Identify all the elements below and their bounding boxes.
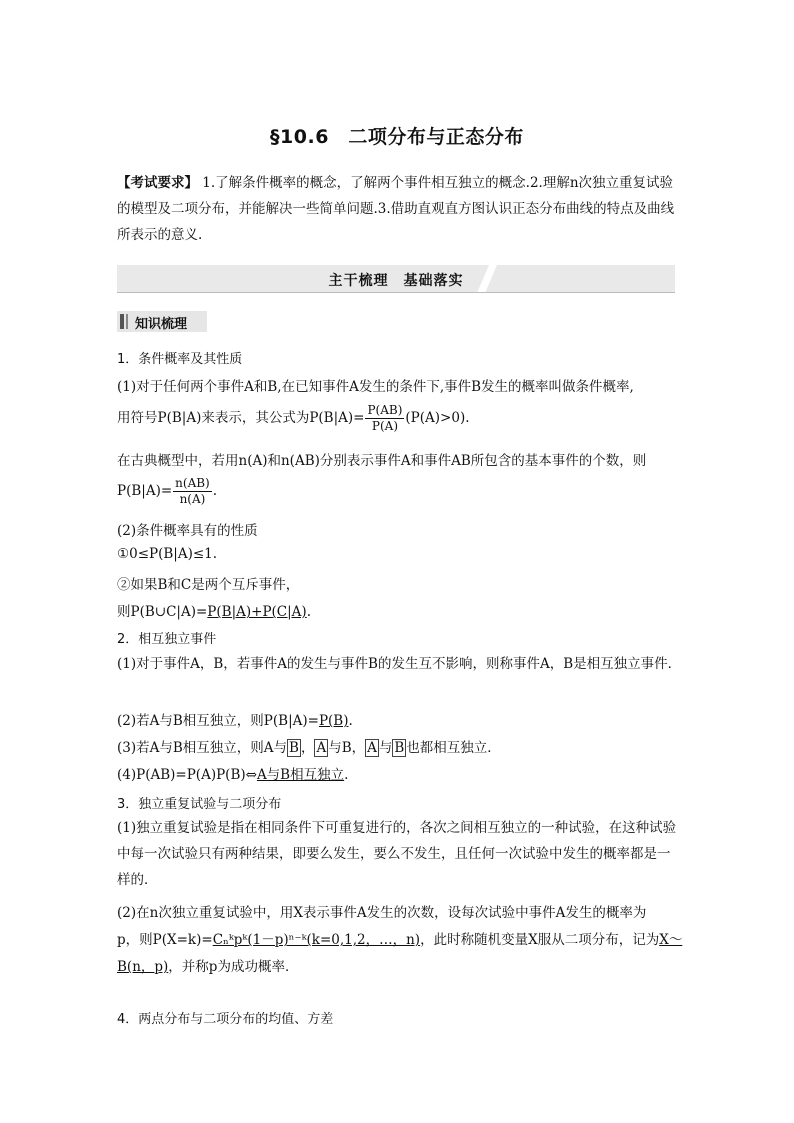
- s1-p5: ②如果B和C是两个互斥事件，: [117, 577, 300, 593]
- s1-p1a: (1)对于任何两个事件A和B,在已知事件A发生的条件下,事件B发生的概率叫做条件概率,: [117, 379, 634, 395]
- s2-p3-b2: B: [394, 740, 405, 756]
- s3-heading: 3．独立重复试验与二项分布: [117, 797, 282, 812]
- exam-requirements: [117, 170, 677, 248]
- s2-p3-b1: B: [289, 740, 299, 756]
- s2-p4: [117, 763, 682, 783]
- s1-formula-fraction: [365, 403, 404, 434]
- s1-p1b-pre: 用符号P(B|A)来表示，其公式为P(B|A)=: [117, 410, 365, 426]
- s2-p3-a1: A: [316, 740, 327, 756]
- s3-p2b-mid: ，此时称随机变量X服从二项分布，记为: [420, 932, 660, 948]
- subhead-bar-thin-icon: [126, 314, 128, 329]
- page-title: §10.6 二项分布与正态分布: [270, 126, 524, 148]
- s1-p2b: [117, 476, 682, 507]
- s1-p3: (2)条件概率具有的性质: [117, 523, 258, 539]
- subhead-bar-icon: [120, 314, 124, 329]
- s2-p4-post: .: [344, 767, 349, 783]
- s3-p2b-formula: Cₙᵏpᵏ(1－p)ⁿ⁻ᵏ(k=0,1,2，…，n): [212, 932, 421, 948]
- s1-p1b: [117, 403, 682, 434]
- s2-p2-post: .: [348, 713, 353, 729]
- s2-p1: (1)对于事件A，B，若事件A的发生与事件B的发生互不影响，则称事件A，B是相互独立事件．: [117, 656, 682, 672]
- s1-p6-pre: 则P(B∪C|A)=: [117, 604, 208, 620]
- s2-p2: [117, 709, 682, 729]
- s1-p2b-pre: P(B|A)=: [117, 483, 173, 499]
- s2-p2-pre: (2)若A与B相互独立，则P(B|A)=: [117, 713, 319, 729]
- s3-p2c-post: ，并称p为成功概率．: [168, 959, 299, 975]
- knowledge-subhead: [117, 311, 207, 332]
- s1-p4: ①0≤P(B|A)≤1.: [117, 546, 218, 562]
- s1-heading: 1．条件概率及其性质: [117, 352, 243, 367]
- s1-classic-fraction: [173, 476, 212, 507]
- subhead-label: 知识梳理: [135, 317, 188, 332]
- s1-frac-den: P(A): [371, 419, 398, 433]
- s1-p2b-post: .: [212, 483, 218, 499]
- s3-p2b-pre: p，则P(X=k)=: [117, 932, 213, 948]
- banner-title: 主干梳理 基础落实: [328, 273, 464, 289]
- s3-p1: (1)独立重复试验是指在相同条件下可重复进行的，各次之间相互独立的一种试验，在这种试验中每一次试验只有两种结果，即要么发生，要么不发生，且任何一次试验中发生的概率都是一样的．: [117, 820, 677, 888]
- s3-p2b-answer1: X～: [659, 932, 683, 948]
- s2-p3-mid2: 与B，: [328, 740, 366, 756]
- s3-p2c: [117, 955, 682, 975]
- s2-heading: 2．相互独立事件: [117, 632, 217, 647]
- s2-p3-a2: A: [367, 740, 377, 756]
- s4-heading: 4．两点分布与二项分布的均值、方差: [117, 1012, 334, 1027]
- s2-p3-mid3: 与: [378, 740, 393, 756]
- s2-p3-pre: (3)若A与B相互独立，则A与: [117, 740, 288, 756]
- s2-p4-pre: (4)P(AB)=P(A)P(B)⇔: [117, 767, 257, 783]
- requirements-tag: 【考试要求】: [117, 175, 198, 191]
- requirements-text: 1.了解条件概率的概念，了解两个事件相互独立的概念.2.理解n次独立重复试验的模型及二项分布，并能解决一些简单问题.3.借助直观直方图认识正态分布曲线的特点及曲线所表示的意义.: [117, 175, 675, 243]
- s1-frac2-den: n(A): [179, 492, 206, 506]
- s1-frac2-num: n(AB): [175, 476, 210, 490]
- section-banner: [117, 265, 675, 293]
- s2-p3: [117, 736, 682, 756]
- s1-p1b-post: (P(A)>0).: [405, 410, 470, 426]
- s1-frac-num: P(AB): [367, 403, 403, 417]
- s3-p2a: (2)在n次独立重复试验中，用X表示事件A发生的次数，设每次试验中事件A发生的概率为: [117, 905, 647, 921]
- s2-p3-post: 也都相互独立．: [406, 740, 501, 756]
- s1-p2a: 在古典概型中，若用n(A)和n(AB)分别表示事件A和事件AB所包含的基本事件的个数，则: [117, 453, 647, 469]
- s1-p6-post: .: [306, 604, 311, 620]
- s1-p6: [117, 600, 682, 620]
- s1-p6-answer: P(B|A)+P(C|A): [207, 604, 307, 620]
- s2-p2-answer: P(B): [318, 713, 349, 729]
- s2-p3-mid1: ，: [300, 740, 315, 756]
- s2-p4-answer: A与B相互独立: [256, 767, 345, 783]
- s3-p2b: [117, 928, 682, 948]
- s3-p2c-answer2: B(n，p): [117, 959, 169, 975]
